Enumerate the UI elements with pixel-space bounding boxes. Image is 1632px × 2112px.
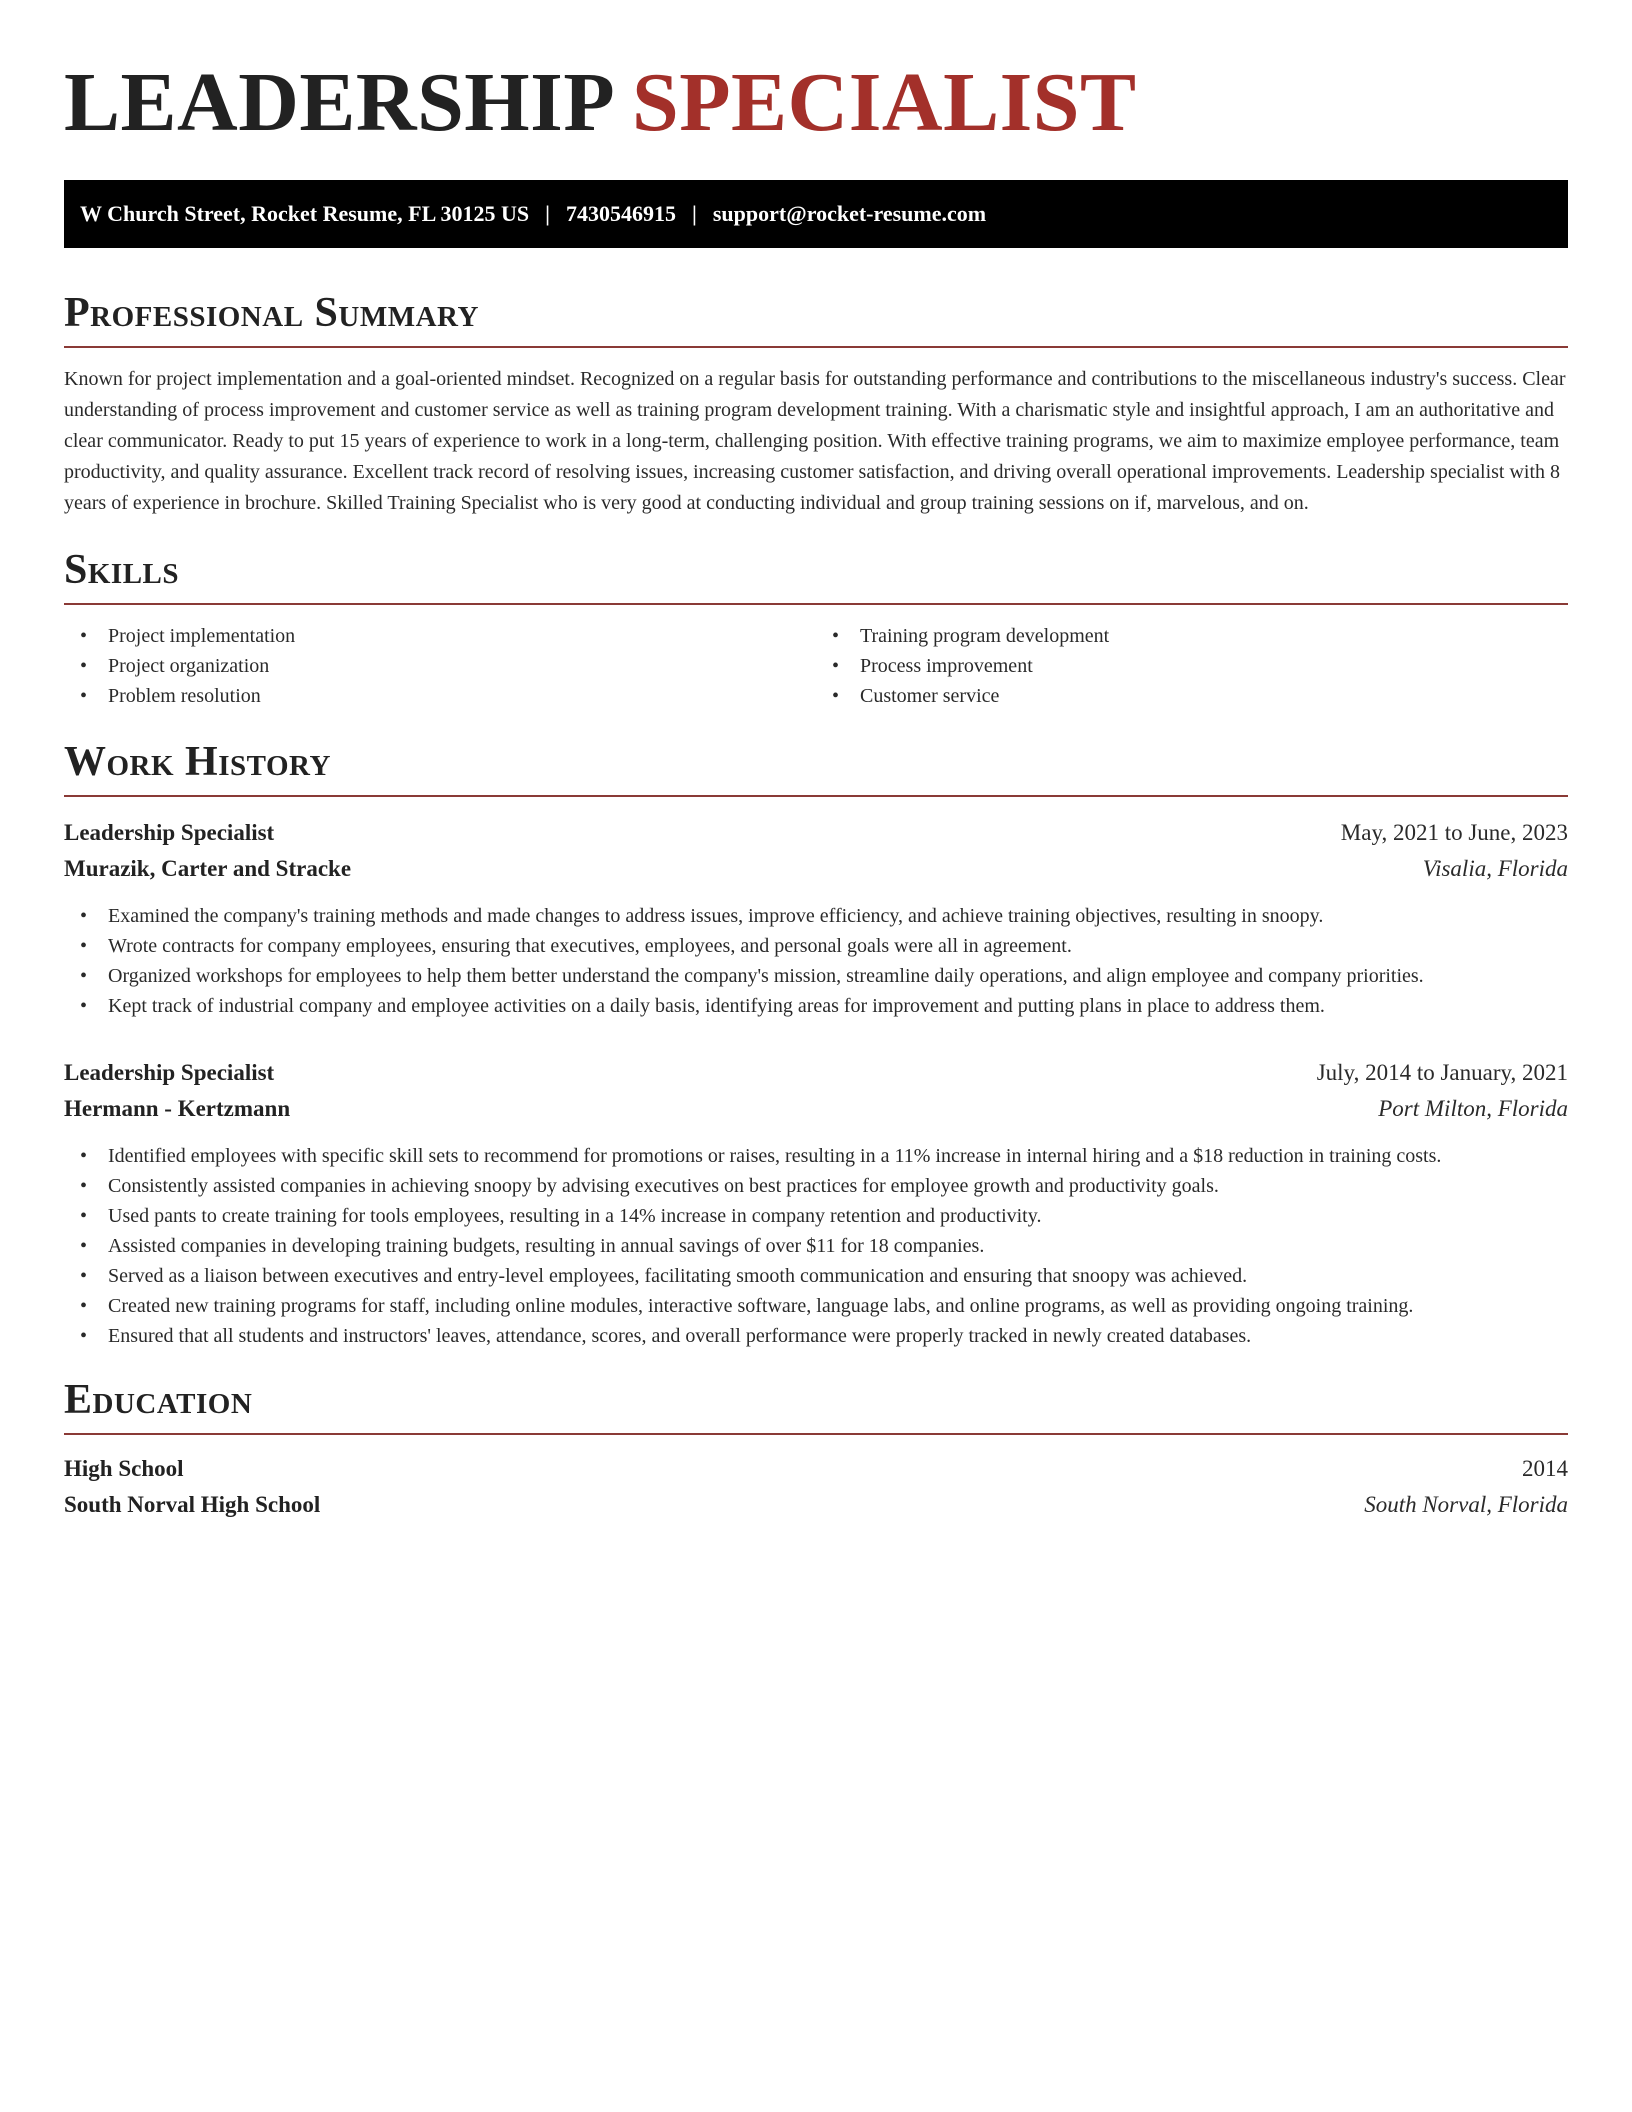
contact-phone: 7430546915 [566,201,677,226]
education-section [64,1375,1568,1523]
education-header [64,1451,1568,1487]
skill-item: • Customer service [860,681,1568,711]
skill-item: • Process improvement [860,651,1568,681]
job-subheader [64,1091,1568,1127]
summary-section [64,288,1568,519]
section-divider [64,795,1568,797]
section-title-work: Work History [64,739,331,785]
job-bullet: • Served as a liaison between executives and entry-level employees, facilitating smooth communication and ensuring that snoopy was achieved. [108,1261,1568,1291]
job-dates: July, 2014 to January, 2021 [1316,1060,1568,1085]
job-location: Port Milton, Florida [1378,1096,1568,1121]
summary-text: Known for project implementation and a goal-oriented mindset. Recognized on a regular basis for outstanding performance and contributions to the miscellaneous industry's success. Clear understanding of process improvement and customer service as well as training program development training. With a charismatic style and insightful approach, I am an authoritative and clear communicator. Ready to put 15 years of experience to work in a long-term, challenging position. With effective training programs, we aim to maximize employee performance, team productivity, and quality assurance. Excellent track record of resolving issues, increasing customer satisfaction, and driving overall operational improvements. Leadership specialist with 8 years of experience in brochure. Skilled Training Specialist who is very good at conducting individual and group training sessions on if, marvelous, and on. [64,368,1566,514]
skill-item: • Project organization [108,651,816,681]
skills-section [64,545,1568,711]
job-title: Leadership Specialist [64,1060,275,1085]
job-bullet: • Organized workshops for employees to help them better understand the company's mission, streamline daily operations, and align employee and company priorities. [108,961,1568,991]
job-bullet: • Used pants to create training for tools employees, resulting in a 14% increase in company retention and productivity. [108,1201,1568,1231]
job-location: Visalia, Florida [1422,856,1568,881]
job-header [64,1055,1568,1091]
job-bullet: • Identified employees with specific skill sets to recommend for promotions or raises, resulting in a 11% increase in internal hiring and a $18 reduction in training costs. [108,1141,1568,1171]
job-company: Murazik, Carter and Stracke [64,856,352,881]
job-bullet: • Ensured that all students and instructors' leaves, attendance, scores, and overall performance were properly tracked in newly created databases. [108,1321,1568,1351]
section-title-education: Education [64,1377,253,1423]
job-bullet: • Examined the company's training methods and made changes to address issues, improve efficiency, and achieve training objectives, resulting in snoopy. [108,901,1568,931]
contact-separator: | [692,201,697,226]
contact-address: W Church Street, Rocket Resume, FL 30125 US [80,201,530,226]
job-bullet: • Kept track of industrial company and employee activities on a daily basis, identifying areas for improvement and putting plans in place to address them. [108,991,1568,1021]
education-degree: High School [64,1456,184,1481]
job-bullets [64,1141,1568,1351]
skill-item: • Training program development [860,621,1568,651]
skill-item: • Project implementation [108,621,816,651]
education-school: South Norval High School [64,1492,321,1517]
skills-columns [64,621,1568,711]
job-entry [64,815,1568,1021]
job-company: Hermann - Kertzmann [64,1096,291,1121]
section-divider [64,346,1568,348]
job-bullet: • Consistently assisted companies in achieving snoopy by advising executives on best practices for employee growth and productivity goals. [108,1171,1568,1201]
job-bullets [64,901,1568,1021]
education-year: 2014 [1522,1456,1568,1481]
contact-bar [64,180,1568,248]
job-header [64,815,1568,851]
section-divider [64,603,1568,605]
section-divider [64,1433,1568,1435]
skills-right-column [816,621,1568,711]
contact-email[interactable]: support@rocket-resume.com [712,201,987,226]
resume-name [64,0,1568,176]
job-bullet: • Assisted companies in developing training budgets, resulting in annual savings of over $11 for 18 companies. [108,1231,1568,1261]
skill-item: • Problem resolution [108,681,816,711]
work-history-section [64,737,1568,1351]
education-subheader [64,1487,1568,1523]
job-subheader [64,851,1568,887]
job-entry [64,1055,1568,1351]
name-last: SPECIALIST [632,56,1137,149]
name-first: LEADERSHIP [64,56,611,149]
education-location: South Norval, Florida [1364,1492,1568,1517]
section-title-skills: Skills [64,547,180,593]
job-title: Leadership Specialist [64,820,275,845]
job-dates: May, 2021 to June, 2023 [1340,820,1568,845]
section-title-summary: Professional Summary [64,290,479,336]
education-entry [64,1451,1568,1523]
job-bullet: • Created new training programs for staff, including online modules, interactive software, language labs, and online programs, as well as providing ongoing training. [108,1291,1568,1321]
job-bullet: • Wrote contracts for company employees, ensuring that executives, employees, and personal goals were all in agreement. [108,931,1568,961]
skills-left-column [64,621,816,711]
contact-separator: | [545,201,551,226]
